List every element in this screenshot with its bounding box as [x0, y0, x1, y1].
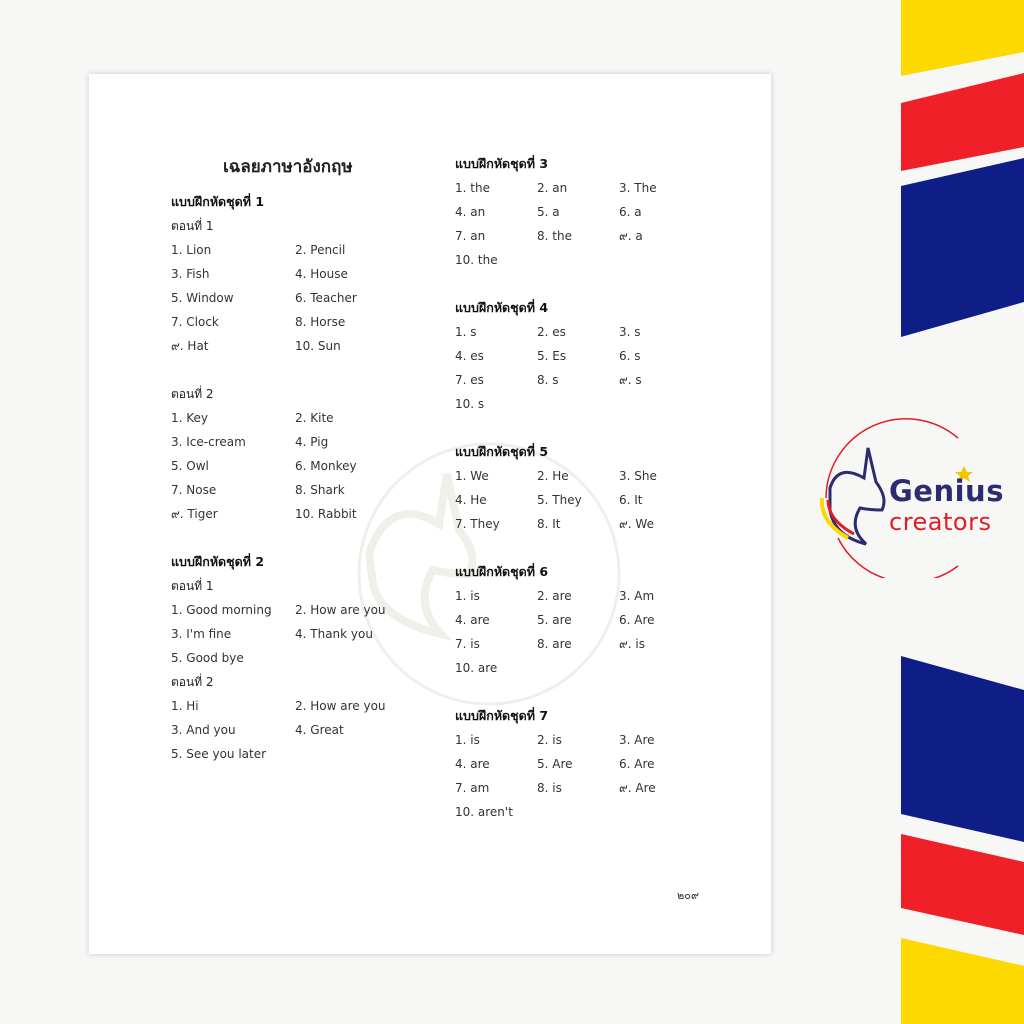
- answer-row: [455, 632, 755, 656]
- answer-item: 8. the: [537, 229, 572, 243]
- set-heading-5: แบบฝึกหัดชุดที่ 5: [455, 444, 549, 459]
- set-heading-3: แบบฝึกหัดชุดที่ 3: [455, 156, 549, 171]
- answer-row: [171, 622, 421, 646]
- answer-row: [171, 430, 421, 454]
- answer-item: 2. How are you: [295, 699, 386, 713]
- set-heading-2: แบบฝึกหัดชุดที่ 2: [171, 554, 265, 569]
- answer-key-page: [89, 74, 771, 954]
- answer-row: [455, 752, 755, 776]
- answer-row: [455, 200, 755, 224]
- answer-item: 2. Kite: [295, 411, 334, 425]
- set-heading-4: แบบฝึกหัดชุดที่ 4: [455, 300, 549, 315]
- answer-item: 3. Fish: [171, 267, 210, 281]
- answer-row: [171, 238, 421, 262]
- answer-item: ๙. is: [619, 637, 646, 651]
- answer-row: [171, 718, 421, 742]
- part-heading: ตอนที่ 2: [171, 675, 214, 689]
- answer-item: 10. Rabbit: [295, 507, 357, 521]
- answer-item: 10. aren't: [455, 805, 513, 819]
- part-heading: ตอนที่ 2: [171, 387, 214, 401]
- answer-row: [171, 502, 421, 526]
- answer-row: [455, 608, 755, 632]
- logo-wordmark-creators: creators: [889, 508, 992, 536]
- answer-item: 4. are: [455, 757, 490, 771]
- answer-item: 1. the: [455, 181, 490, 195]
- answer-item: 1. is: [455, 733, 480, 747]
- answer-item: 3. She: [619, 469, 657, 483]
- answer-item: 1. Lion: [171, 243, 212, 257]
- answer-row: [171, 454, 421, 478]
- answer-row: [171, 334, 421, 358]
- answer-row: [455, 800, 755, 824]
- answer-item: 7. am: [455, 781, 490, 795]
- answer-row: [455, 776, 755, 800]
- answer-item: 4. Pig: [295, 435, 329, 449]
- answer-item: 6. It: [619, 493, 643, 507]
- answer-item: 6. s: [619, 349, 641, 363]
- answer-item: 6. Are: [619, 757, 655, 771]
- answer-item: 5. Good bye: [171, 651, 244, 665]
- answer-item: 1. is: [455, 589, 480, 603]
- answer-row: [171, 310, 421, 334]
- answer-item: 7. They: [455, 517, 500, 531]
- answer-item: 10. Sun: [295, 339, 341, 353]
- answer-row: [171, 478, 421, 502]
- answer-item: 3. I'm fine: [171, 627, 232, 641]
- answer-item: 3. Are: [619, 733, 655, 747]
- answer-row: [455, 728, 755, 752]
- page-title: เฉลยภาษาอังกฤษ: [223, 157, 353, 177]
- answer-row: [455, 392, 755, 416]
- answer-row: [171, 694, 421, 718]
- right-column: [455, 152, 755, 824]
- answer-item: 5. Window: [171, 291, 234, 305]
- answer-item: 10. the: [455, 253, 498, 267]
- answer-item: 8. Shark: [295, 483, 345, 497]
- answer-item: 1. Good morning: [171, 603, 272, 617]
- answer-row: [455, 320, 755, 344]
- answer-item: 4. Great: [295, 723, 344, 737]
- answer-item: 3. And you: [171, 723, 236, 737]
- answer-item: 6. Are: [619, 613, 655, 627]
- answer-item: 3. s: [619, 325, 641, 339]
- answer-item: 7. an: [455, 229, 486, 243]
- answer-row: [455, 368, 755, 392]
- answer-item: 10. are: [455, 661, 498, 675]
- answer-item: ๙. Hat: [171, 339, 209, 353]
- answer-item: 5. a: [537, 205, 560, 219]
- answer-item: 4. He: [455, 493, 487, 507]
- answer-item: 8. s: [537, 373, 559, 387]
- answer-item: 8. are: [537, 637, 572, 651]
- answer-item: 1. Hi: [171, 699, 199, 713]
- part-heading: ตอนที่ 1: [171, 579, 214, 593]
- answer-item: 5. They: [537, 493, 582, 507]
- answer-item: 7. Nose: [171, 483, 217, 497]
- answer-row: [455, 344, 755, 368]
- answer-item: ๙. Are: [619, 781, 656, 795]
- answer-item: 5. See you later: [171, 747, 267, 761]
- answer-row: [455, 464, 755, 488]
- left-column: [171, 156, 421, 766]
- page-number: ๒๐๙: [677, 889, 700, 902]
- answer-item: 1. Key: [171, 411, 209, 425]
- answer-item: 3. The: [619, 181, 657, 195]
- answer-row: [455, 656, 755, 680]
- answer-item: ๙. a: [619, 229, 643, 243]
- answer-row: [171, 646, 421, 670]
- answer-item: 8. Horse: [295, 315, 346, 329]
- answer-item: 6. a: [619, 205, 642, 219]
- answer-row: [455, 176, 755, 200]
- answer-row: [171, 286, 421, 310]
- answer-item: 4. an: [455, 205, 486, 219]
- answer-item: ๙. s: [619, 373, 642, 387]
- answer-row: [171, 262, 421, 286]
- answer-item: 7. es: [455, 373, 484, 387]
- answer-item: 2. is: [537, 733, 562, 747]
- answer-item: 7. Clock: [171, 315, 219, 329]
- answer-item: 4. es: [455, 349, 484, 363]
- answer-item: 6. Monkey: [295, 459, 357, 473]
- answer-item: 5. Are: [537, 757, 573, 771]
- answer-item: ๙. We: [619, 517, 654, 531]
- answer-item: 7. is: [455, 637, 480, 651]
- answer-item: 2. es: [537, 325, 566, 339]
- part-heading: ตอนที่ 1: [171, 219, 214, 233]
- answer-item: 2. He: [537, 469, 569, 483]
- answer-item: 6. Teacher: [295, 291, 357, 305]
- answer-item: 4. are: [455, 613, 490, 627]
- set-heading-1: แบบฝึกหัดชุดที่ 1: [171, 194, 265, 209]
- answer-row: [455, 248, 755, 272]
- answer-row: [455, 224, 755, 248]
- answer-item: 2. an: [537, 181, 568, 195]
- answer-item: 8. It: [537, 517, 561, 531]
- answer-item: 2. How are you: [295, 603, 386, 617]
- answer-item: 10. s: [455, 397, 485, 411]
- answer-item: 1. We: [455, 469, 489, 483]
- answer-item: 3. Ice-cream: [171, 435, 246, 449]
- answer-item: 1. s: [455, 325, 477, 339]
- answer-item: 8. is: [537, 781, 562, 795]
- logo-wordmark-genius: Genius: [889, 474, 1004, 508]
- answer-row: [455, 512, 755, 536]
- answer-row: [171, 598, 421, 622]
- set-heading-6: แบบฝึกหัดชุดที่ 6: [455, 564, 549, 579]
- answer-item: 4. Thank you: [295, 627, 373, 641]
- answer-item: 2. Pencil: [295, 243, 346, 257]
- answer-row: [455, 488, 755, 512]
- answer-item: 2. are: [537, 589, 572, 603]
- answer-item: 4. House: [295, 267, 348, 281]
- answer-row: [171, 742, 421, 766]
- set-heading-7: แบบฝึกหัดชุดที่ 7: [455, 708, 549, 723]
- answer-item: 5. Es: [537, 349, 567, 363]
- answer-item: 5. are: [537, 613, 572, 627]
- answer-row: [171, 406, 421, 430]
- answer-item: 3. Am: [619, 589, 655, 603]
- answer-row: [455, 584, 755, 608]
- answer-item: 5. Owl: [171, 459, 209, 473]
- answer-item: ๙. Tiger: [171, 507, 218, 521]
